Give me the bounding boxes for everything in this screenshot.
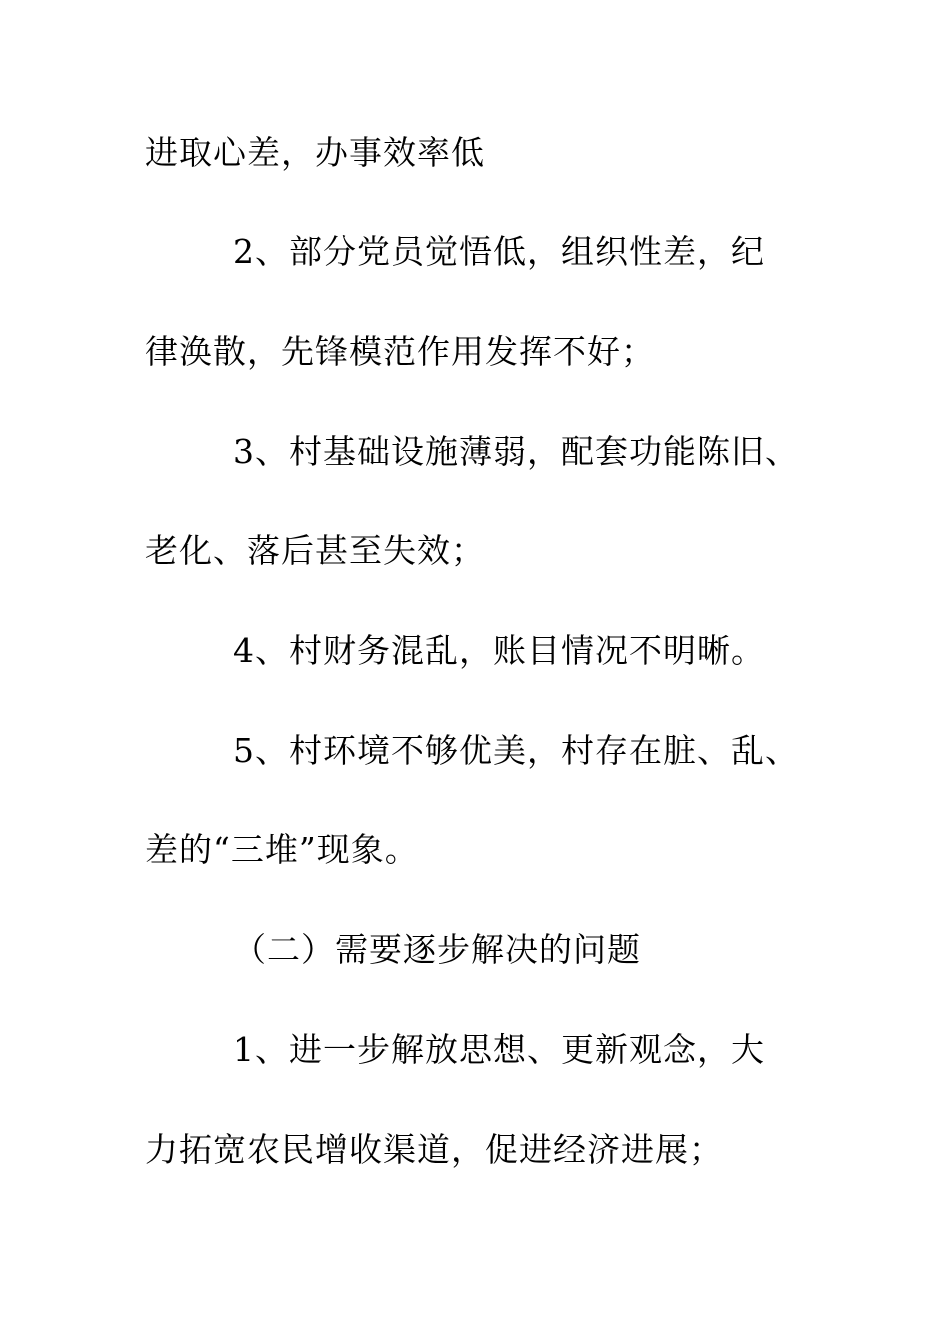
text-line-5: 老化、落后甚至失效； [145,531,485,570]
text-line-10: 1、进一步解放思想、更新观念，大 [233,1030,765,1069]
text-line-4: 3、村基础设施薄弱，配套功能陈旧、 [233,432,799,471]
text-line-7: 5、村环境不够优美，村存在脏、乱、 [233,731,799,770]
text-line-6: 4、村财务混乱，账目情况不明晰。 [233,631,765,670]
text-line-8: 差的“三堆”现象。 [145,830,419,869]
section-heading: （二）需要逐步解决的问题 [233,930,641,969]
text-line-2: 2、部分党员觉悟低，组织性差，纪 [233,232,765,271]
text-line-3: 律涣散，先锋模范作用发挥不好； [145,332,655,371]
text-line-1: 进取心差，办事效率低 [145,133,485,172]
text-line-11: 力拓宽农民增收渠道，促进经济进展； [145,1130,723,1169]
